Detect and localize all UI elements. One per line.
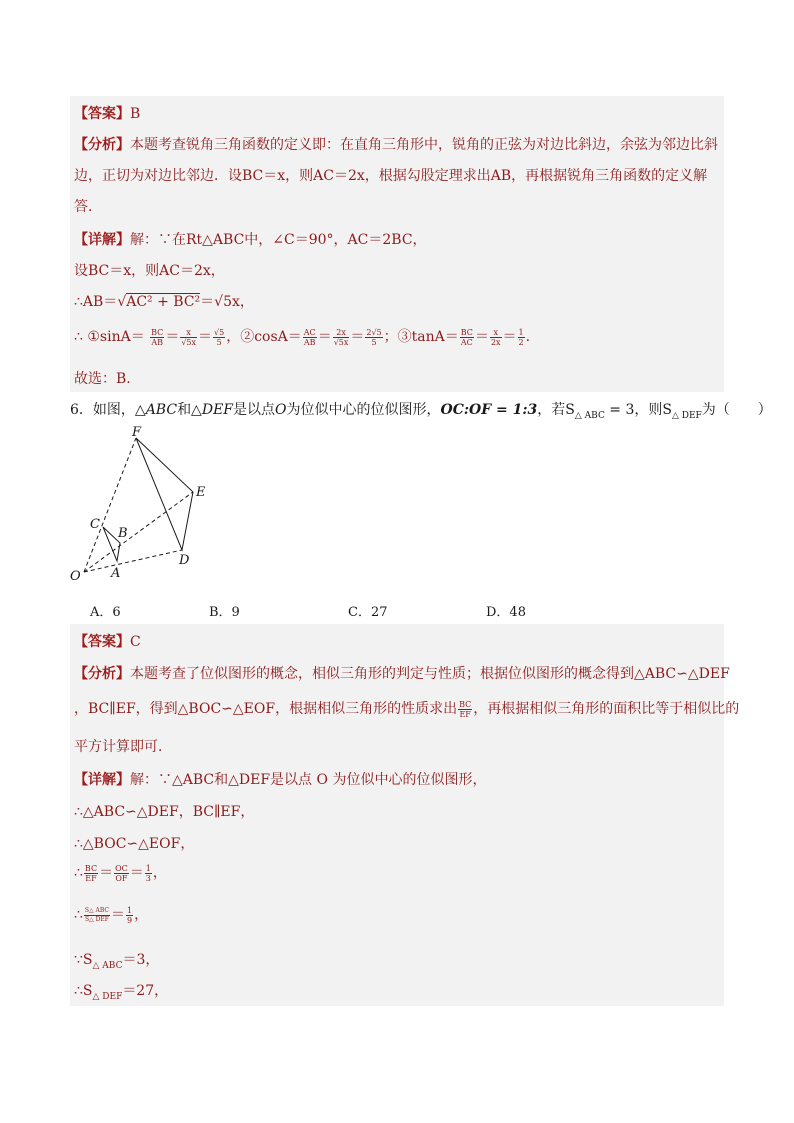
numerator: BC xyxy=(460,327,473,337)
text: 和△ xyxy=(177,402,202,418)
detail-text: 解：∵△ABC和△DEF是以点 O 为位似中心的位似图形， xyxy=(130,772,487,788)
denominator: OF xyxy=(115,873,128,883)
text: 是以点 xyxy=(233,402,276,418)
label-E: E xyxy=(196,485,206,500)
numerator: √5 xyxy=(214,327,225,337)
detail-line-6 xyxy=(74,949,159,971)
analysis-line-2: 边，正切为对边比邻边．设BC＝x，则AC＝2x，根据勾股定理求出AB，再根据锐角三角函数的定义解 xyxy=(74,168,708,184)
math-subscript: △ DEF xyxy=(671,410,702,421)
label-A: A xyxy=(111,566,121,581)
text: 为位似中心的位似图形， xyxy=(286,402,441,418)
option-a[interactable]: A．6 xyxy=(90,605,121,620)
text: ＝27， xyxy=(122,983,169,999)
denominator: 5 xyxy=(371,337,377,347)
text: ∴AB＝ xyxy=(74,294,118,310)
fraction xyxy=(303,328,317,347)
label-O: O xyxy=(70,569,81,584)
option-c[interactable]: C．27 xyxy=(348,605,388,620)
denominator: S△ DEF xyxy=(84,915,109,923)
math-subscript: △ ABC xyxy=(574,410,605,421)
text: ＝√5x， xyxy=(200,294,254,310)
answer-line xyxy=(74,103,140,123)
answer-tag: 【答案】 xyxy=(74,106,130,122)
triangle-DEF xyxy=(136,438,193,550)
text: 为（ ） xyxy=(701,402,772,418)
ray-OD xyxy=(84,550,182,572)
denominator: 9 xyxy=(127,915,133,925)
text: ∵S xyxy=(74,952,93,968)
ray-OF xyxy=(84,438,136,572)
detail-tag: 【详解】 xyxy=(74,772,130,788)
label-B: B xyxy=(118,526,128,541)
denominator: EF xyxy=(85,873,97,883)
text: ∴ ①sinA＝ xyxy=(74,329,145,345)
denominator: EF xyxy=(459,709,471,719)
analysis-tag: 【分析】 xyxy=(74,666,130,682)
numerator: x xyxy=(180,328,197,338)
label-C: C xyxy=(90,517,100,532)
analysis-line-1 xyxy=(74,663,730,683)
numerator: BC xyxy=(84,863,98,873)
text: ，②cosA＝ xyxy=(226,329,302,345)
detail-line-2: ∴△ABC∽△DEF，BC∥EF， xyxy=(74,804,255,820)
fraction xyxy=(518,328,525,347)
fraction xyxy=(84,864,98,883)
answer-value: B xyxy=(130,106,141,122)
denominator: 3 xyxy=(145,873,151,883)
text: = 3，则S xyxy=(604,402,672,418)
text: ∴ xyxy=(74,865,83,881)
analysis-line-2 xyxy=(74,698,739,719)
numerator: 1 xyxy=(145,863,151,873)
denominator: 2 xyxy=(518,337,524,347)
fraction xyxy=(460,328,474,347)
text: ；③tanA＝ xyxy=(383,329,459,345)
math: DEF xyxy=(201,402,234,418)
denominator: AB xyxy=(151,337,164,347)
math: OC:OF = 1:3 xyxy=(440,402,538,418)
fraction xyxy=(365,328,382,347)
text: ， xyxy=(134,907,149,923)
analysis-text: 本题考查锐角三角函数的定义即：在直角三角形中，锐角的正弦为对边比斜边，余弦为邻边比斜 xyxy=(130,137,718,153)
analysis-text: 本题考查了位似图形的概念，相似三角形的判定与性质；根据位似图形的概念得到△ABC∽△DEF xyxy=(130,666,730,682)
text: 6．如图，△ xyxy=(70,402,146,418)
text: ∴ xyxy=(74,907,83,923)
text: ＝3， xyxy=(122,952,160,968)
math: ABC xyxy=(145,402,178,418)
geometry-figure xyxy=(66,420,226,590)
analysis-line-3: 平方计算即可． xyxy=(74,739,172,755)
numerator: BC xyxy=(151,327,164,337)
detail-line-4: ∴ $\frac{BC}{EF}$ ＝ $\frac{OC}{OF}$ ＝ $\frac{1}{3}$ ， xyxy=(74,863,167,883)
denominator: AB xyxy=(303,337,316,347)
solution-block-1 xyxy=(70,96,724,392)
detail-line-5: ∴ $\frac{\text{S△ ABC}}{\text{S△ DEF}}$ ＝ $\frac{1}{9}$ ， xyxy=(74,905,149,925)
fraction xyxy=(333,328,350,347)
answer-line xyxy=(74,631,141,651)
fraction xyxy=(180,328,197,347)
analysis-tag: 【分析】 xyxy=(74,137,130,153)
denominator: √5x xyxy=(333,337,349,347)
numerator: OC xyxy=(115,863,128,873)
option-b[interactable]: B．9 xyxy=(209,605,240,620)
choose-line: 故选：B． xyxy=(74,371,141,387)
numerator: x xyxy=(490,328,502,338)
text: . xyxy=(525,329,531,345)
answer-tag: 【答案】 xyxy=(74,634,130,650)
analysis-line-1 xyxy=(74,134,718,154)
denominator: √5x xyxy=(181,337,197,347)
numerator: BC xyxy=(459,699,472,709)
label-D: D xyxy=(179,553,190,568)
detail-text: 解：∵在Rt△ABC中，∠C＝90°，AC＝2BC， xyxy=(130,232,427,248)
fraction xyxy=(150,328,164,347)
numerator: 1 xyxy=(518,327,524,337)
numerator: 2x xyxy=(333,328,350,338)
fraction xyxy=(84,907,110,924)
text: ，BC∥EF，得到△BOC∽△EOF，根据相似三角形的性质求出 xyxy=(74,701,458,717)
detail-line-1 xyxy=(74,769,486,789)
math-subscript: △ DEF xyxy=(92,991,123,1002)
fraction xyxy=(213,328,225,347)
numerator: AC xyxy=(303,327,316,337)
text: ，若S xyxy=(537,402,575,418)
sqrt-sign: √ xyxy=(117,294,127,310)
label-F: F xyxy=(132,425,142,440)
math-subscript: △ ABC xyxy=(92,960,123,971)
text: ∴S xyxy=(74,983,93,999)
numerator: 1 xyxy=(127,905,133,915)
detail-tag: 【详解】 xyxy=(74,232,130,248)
fraction xyxy=(114,864,129,883)
text: ，再根据相似三角形的面积比等于相似比的 xyxy=(473,701,740,717)
analysis-line-3: 答． xyxy=(74,199,102,215)
question-6 xyxy=(70,399,772,421)
fraction xyxy=(126,906,133,925)
detail-line-3: ∴△BOC∽△EOF， xyxy=(74,836,195,852)
numerator: 2√5 xyxy=(366,327,382,337)
sqrt-radicand: AC² + BC² xyxy=(126,294,201,310)
answer-value: C xyxy=(130,634,141,650)
detail-line-1 xyxy=(74,229,427,249)
detail-line-2: 设BC＝x，则AC＝2x， xyxy=(74,263,225,279)
ray-OE xyxy=(84,492,193,572)
solution-block-2 xyxy=(70,624,740,1006)
fraction xyxy=(458,700,472,719)
text: ， xyxy=(152,865,167,881)
denominator: 5 xyxy=(216,337,222,347)
detail-line-3 xyxy=(74,291,254,311)
detail-line-7 xyxy=(74,980,168,1002)
option-d[interactable]: D．48 xyxy=(486,605,526,620)
detail-line-4: ∴ ①sinA＝ $\frac{BC}{AB}$ ＝ $\frac{x}{√5x}$ ＝ $\frac{√5}{5}$ ，②cosA＝ $\frac{AC}{AB}$ ＝ $\frac{2x}{√5x}$ ＝ $\frac{2√5}{5}$ ；③tanA＝ $\frac{BC}{AC}$ ＝ $\frac{x}{2x}$ ＝ $\frac{1}{2}$ . xyxy=(74,327,531,347)
denominator: AC xyxy=(460,337,473,347)
numerator: S△ ABC xyxy=(84,906,109,914)
denominator: 2x xyxy=(490,337,501,347)
math: O xyxy=(275,402,287,418)
fraction xyxy=(490,328,502,347)
fraction xyxy=(145,864,152,883)
